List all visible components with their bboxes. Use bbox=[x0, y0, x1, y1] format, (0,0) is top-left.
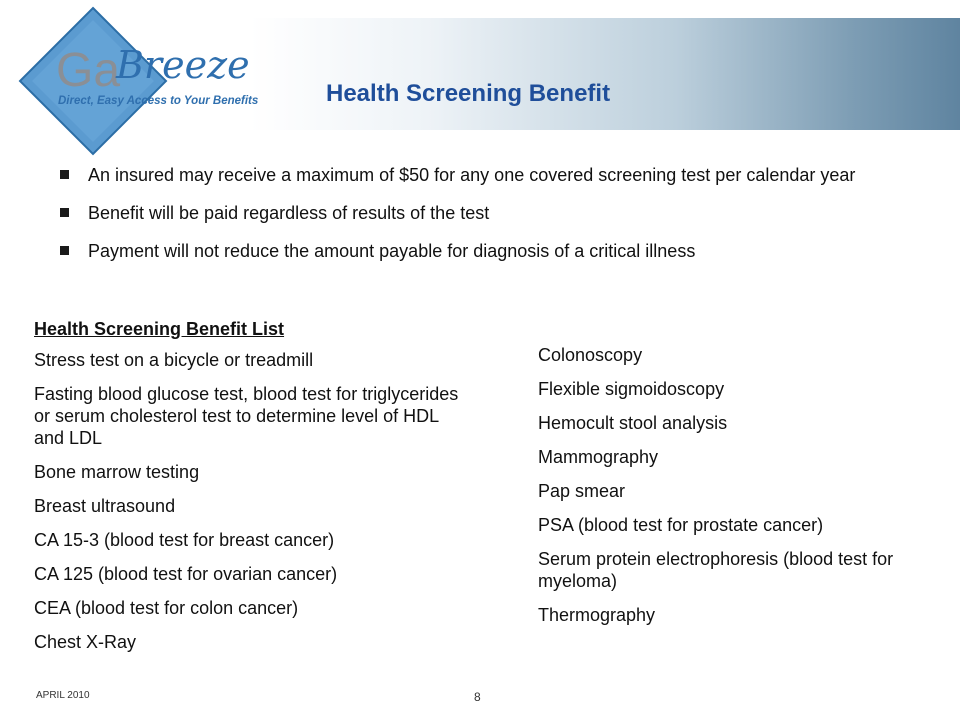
gabreeze-logo bbox=[18, 6, 308, 156]
footer-date: APRIL 2010 bbox=[36, 690, 90, 701]
list-item: CA 125 (blood test for ovarian cancer) bbox=[34, 564, 338, 584]
page-number: 8 bbox=[474, 690, 481, 704]
list-item: CEA (blood test for colon cancer) bbox=[34, 598, 299, 618]
list-item: Colonoscopy bbox=[538, 345, 643, 365]
list-item: Fasting blood glucose test, blood test for triglycerides or serum cholesterol test to determine level of HDL and LDL bbox=[34, 384, 459, 448]
square-bullet-icon bbox=[60, 246, 69, 255]
logo-tagline: Direct, Easy Access to Your Benefits bbox=[58, 95, 259, 107]
list-item: CA 15-3 (blood test for breast cancer) bbox=[34, 530, 335, 550]
bullet-text: Payment will not reduce the amount payable for diagnosis of a critical illness bbox=[88, 241, 696, 261]
list-item: Chest X-Ray bbox=[34, 632, 137, 652]
bullet-item bbox=[60, 234, 960, 268]
list-item: PSA (blood test for prostate cancer) bbox=[538, 515, 824, 535]
bullet-list bbox=[60, 158, 960, 272]
page-title: Health Screening Benefit bbox=[326, 80, 611, 107]
list-item: Mammography bbox=[538, 447, 659, 467]
bullet-item bbox=[60, 196, 960, 230]
header-gradient-band bbox=[250, 18, 960, 130]
square-bullet-icon bbox=[60, 170, 69, 179]
list-item: Thermography bbox=[538, 605, 656, 625]
screening-list-left bbox=[34, 318, 464, 665]
screening-list-right bbox=[538, 344, 938, 638]
screening-list-heading: Health Screening Benefit List bbox=[34, 319, 285, 339]
logo-brand-right: Breeze bbox=[116, 43, 250, 87]
list-item: Breast ultrasound bbox=[34, 496, 176, 516]
list-item: Serum protein electrophoresis (blood test for myeloma) bbox=[538, 549, 894, 591]
list-item: Bone marrow testing bbox=[34, 462, 200, 482]
square-bullet-icon bbox=[60, 208, 69, 217]
bullet-text: Benefit will be paid regardless of results of the test bbox=[88, 203, 490, 223]
list-item: Flexible sigmoidoscopy bbox=[538, 379, 725, 399]
list-item: Hemocult stool analysis bbox=[538, 413, 728, 433]
bullet-item bbox=[60, 158, 960, 192]
list-item: Pap smear bbox=[538, 481, 626, 501]
logo-brand-left: Ga bbox=[56, 44, 121, 97]
list-item: Stress test on a bicycle or treadmill bbox=[34, 350, 314, 370]
bullet-text: An insured may receive a maximum of $50 for any one covered screening test per calendar year bbox=[88, 165, 856, 185]
